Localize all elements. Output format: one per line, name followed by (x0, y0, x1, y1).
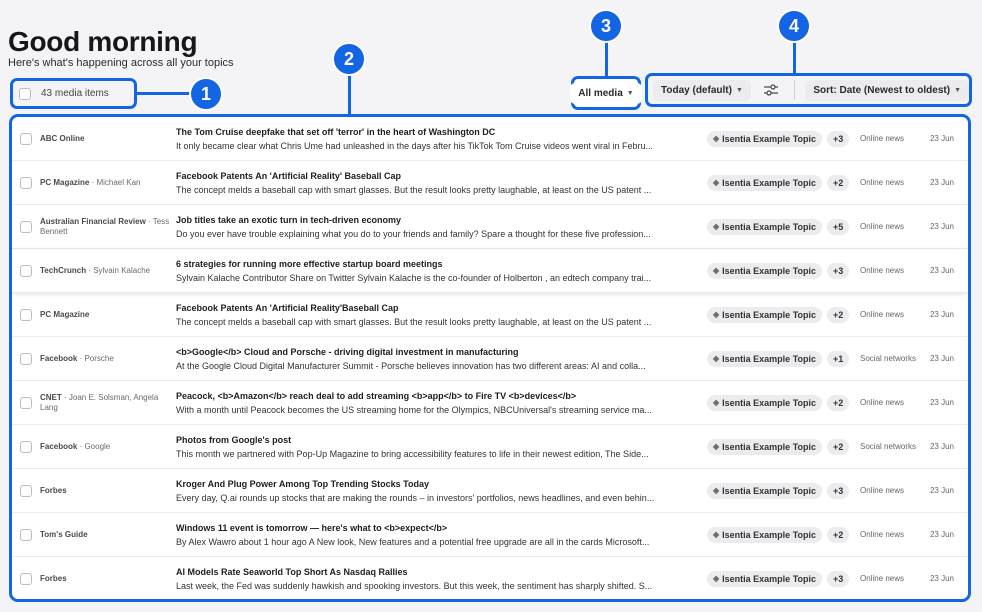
topic-label: Isentia Example Topic (722, 353, 817, 364)
item-source (40, 310, 170, 320)
topic-layers-icon: ◈ (713, 222, 720, 231)
item-headline[interactable]: Photos from Google's post (176, 434, 292, 445)
more-topics-badge[interactable]: +1 (827, 351, 849, 367)
topic-layers-icon: ◈ (713, 442, 720, 451)
topic-layers-icon: ◈ (713, 134, 720, 143)
topic-tag[interactable] (707, 395, 822, 411)
topic-tag[interactable] (707, 571, 822, 587)
chevron-down-icon: ▼ (954, 86, 961, 94)
callout-badge-2: 2 (332, 42, 366, 76)
item-headline[interactable]: Windows 11 event is tomorrow — here's what to <b>expect</b> (176, 522, 448, 533)
item-snippet: At the Google Cloud Digital Manufacturer Summit - Porsche believes innovation has two different areas: AI and colla... (176, 360, 646, 371)
row-checkbox[interactable] (20, 353, 32, 365)
row-checkbox[interactable] (20, 133, 32, 145)
topic-tag[interactable] (707, 307, 822, 323)
source-name: Forbes (40, 485, 67, 495)
media-item-count: 43 media items (41, 88, 109, 99)
topic-tag[interactable] (707, 263, 822, 279)
topic-layers-icon: ◈ (713, 398, 720, 407)
date-filter-label: Today (default) (661, 84, 732, 96)
more-topics-badge[interactable]: +2 (827, 527, 849, 543)
select-all-checkbox[interactable] (19, 88, 31, 100)
item-content[interactable] (176, 434, 692, 460)
item-source (40, 574, 170, 584)
topic-label: Isentia Example Topic (722, 221, 817, 232)
item-headline[interactable]: Job titles take an exotic turn in tech-driven economy (176, 214, 402, 225)
media-filter-dropdown[interactable] (570, 83, 641, 104)
media-type: Online news (860, 530, 905, 539)
topic-layers-icon: ◈ (713, 574, 720, 583)
media-items-list (9, 114, 971, 602)
topic-label: Isentia Example Topic (722, 133, 817, 144)
topic-label: Isentia Example Topic (722, 265, 817, 276)
item-snippet: The concept melds a baseball cap with smart glasses. But the result looks pretty laughable, at least on the US patent ... (176, 184, 652, 195)
list-item[interactable] (12, 117, 968, 161)
item-content[interactable] (176, 346, 692, 372)
row-checkbox[interactable] (20, 529, 32, 541)
source-name: Tom's Guide (40, 529, 88, 539)
divider (794, 80, 795, 100)
topic-tag[interactable] (707, 131, 822, 147)
item-headline[interactable]: <b>Google</b> Cloud and Porsche - driving digital investment in manufacturing (176, 346, 519, 357)
item-date: 23 Jun (929, 398, 954, 407)
item-headline[interactable]: Kroger And Plug Power Among Top Trending Stocks Today (176, 478, 430, 489)
callout-badge-1: 1 (189, 77, 223, 111)
source-author: · Tess Bennett (40, 216, 170, 236)
source-name: Facebook (40, 441, 78, 451)
topic-label: Isentia Example Topic (722, 485, 817, 496)
item-content[interactable] (176, 302, 692, 328)
list-item[interactable] (12, 425, 968, 469)
row-checkbox[interactable] (20, 397, 32, 409)
item-snippet: Sylvain Kalache Contributor Share on Twitter Sylvain Kalache is the co-founder of Holberton , an edtech company trai... (176, 272, 652, 283)
source-name: TechCrunch (40, 265, 87, 275)
list-item[interactable] (12, 205, 968, 249)
item-date: 23 Jun (929, 310, 954, 319)
topic-layers-icon: ◈ (713, 354, 720, 363)
list-item[interactable] (12, 381, 968, 425)
source-author: · Porsche (77, 353, 114, 363)
more-topics-badge[interactable]: +2 (827, 307, 849, 323)
item-content[interactable] (176, 214, 692, 240)
media-type: Online news (860, 486, 905, 495)
topic-label: Isentia Example Topic (722, 309, 817, 320)
topic-layers-icon: ◈ (713, 310, 720, 319)
item-date: 23 Jun (929, 530, 954, 539)
item-date: 23 Jun (929, 354, 954, 363)
media-type: Social networks (860, 354, 917, 363)
list-item[interactable] (12, 557, 968, 601)
topic-layers-icon: ◈ (713, 530, 720, 539)
list-item[interactable] (12, 513, 968, 557)
more-topics-badge[interactable]: +2 (827, 395, 849, 411)
row-checkbox[interactable] (20, 441, 32, 453)
topic-tag[interactable] (707, 351, 822, 367)
item-snippet: Last week, the Fed was suddenly hawkish and spooking investors. But this week, the sentiment has sharply shifted. S... (176, 580, 653, 591)
media-filter-box (571, 76, 641, 110)
row-checkbox[interactable] (20, 485, 32, 497)
item-headline[interactable]: AI Models Rate Seaworld Top Short As Nasdaq Rallies (176, 566, 408, 577)
source-author: · Sylvain Kalache (86, 265, 151, 275)
media-type: Social networks (860, 442, 917, 451)
callout-badge-4: 4 (777, 9, 811, 43)
topic-tag[interactable] (707, 527, 822, 543)
list-item[interactable] (12, 249, 968, 293)
callout-leader-2 (348, 72, 351, 116)
date-filter-dropdown[interactable] (653, 80, 751, 101)
item-snippet: By Alex Wawro about 1 hour ago A New look, New features and a potential free upgrade are all in the cards Microsoft... (176, 536, 650, 547)
list-item[interactable] (12, 469, 968, 513)
item-snippet: This month we partnered with Pop-Up Magazine to bring accessibility features to life in their newest edition, The Side... (176, 448, 649, 459)
topic-layers-icon: ◈ (713, 486, 720, 495)
more-topics-badge[interactable]: +2 (827, 439, 849, 455)
item-date: 23 Jun (929, 134, 954, 143)
callout-leader-3 (605, 40, 608, 78)
item-date: 23 Jun (929, 178, 954, 187)
row-checkbox[interactable] (20, 309, 32, 321)
more-topics-badge[interactable]: +3 (827, 483, 849, 499)
filter-settings-icon[interactable] (763, 82, 780, 98)
topic-label: Isentia Example Topic (722, 573, 817, 584)
topic-layers-icon: ◈ (713, 178, 720, 187)
more-topics-badge[interactable]: +5 (827, 219, 849, 235)
item-source (40, 486, 170, 496)
item-date: 23 Jun (929, 266, 954, 275)
source-author: · Joan E. Solsman, Angela Lang (40, 392, 159, 412)
media-type: Online news (860, 178, 905, 187)
item-date: 23 Jun (929, 574, 954, 583)
row-checkbox[interactable] (20, 221, 32, 233)
media-type: Online news (860, 222, 905, 231)
more-topics-badge[interactable]: +3 (827, 571, 849, 587)
item-headline[interactable]: Facebook Patents An 'Artificial Reality' Baseball Cap (176, 170, 402, 181)
source-name: Facebook (40, 353, 78, 363)
media-type: Online news (860, 134, 905, 143)
item-source (40, 393, 170, 413)
topic-tag[interactable] (707, 439, 822, 455)
row-checkbox[interactable] (20, 573, 32, 585)
media-type: Online news (860, 266, 905, 275)
topic-tag[interactable] (707, 175, 822, 191)
list-item[interactable] (12, 337, 968, 381)
item-content[interactable] (176, 126, 692, 152)
topic-label: Isentia Example Topic (722, 441, 817, 452)
select-all-control[interactable] (10, 78, 137, 109)
list-item[interactable] (12, 161, 968, 205)
item-snippet: Do you ever have trouble explaining what you do to your friends and family? Spare a thought for these five profession... (176, 228, 651, 239)
source-author: · Michael Kan (89, 177, 141, 187)
item-source (40, 217, 170, 237)
item-content[interactable] (176, 522, 692, 548)
item-source (40, 178, 170, 188)
more-topics-badge[interactable]: +2 (827, 175, 849, 191)
item-headline[interactable]: The Tom Cruise deepfake that set off 'terror' in the heart of Washington DC (176, 126, 496, 137)
source-name: CNET (40, 392, 62, 402)
item-headline[interactable]: Facebook Patents An 'Artificial Reality'Baseball Cap (176, 302, 399, 313)
item-snippet: The concept melds a baseball cap with smart glasses. But the result looks pretty laughable, at least on the US patent ... (176, 316, 652, 327)
item-date: 23 Jun (929, 486, 954, 495)
row-checkbox[interactable] (20, 265, 32, 277)
more-topics-badge[interactable]: +3 (827, 263, 849, 279)
chevron-down-icon: ▼ (735, 86, 743, 94)
item-source (40, 442, 170, 452)
item-content[interactable] (176, 170, 692, 196)
sort-label: Sort: Date (Newest to oldest) (813, 84, 951, 96)
row-checkbox[interactable] (20, 177, 32, 189)
date-sort-controls (645, 73, 972, 107)
item-snippet: Every day, Q.ai rounds up stocks that are making the rounds – in investors' portfolios, news headlines, and even behin... (176, 492, 655, 503)
page-subtitle: Here's what's happening across all your topics (8, 57, 234, 69)
topic-tag[interactable] (707, 483, 822, 499)
item-date: 23 Jun (929, 222, 954, 231)
item-source (40, 530, 170, 540)
item-content[interactable] (176, 390, 692, 416)
list-item[interactable] (12, 293, 968, 337)
item-headline[interactable]: Peacock, <b>Amazon</b> reach deal to add streaming <b>app</b> to Fire TV <b>devices</b> (176, 390, 577, 401)
source-name: Australian Financial Review (40, 216, 146, 226)
media-filter-label: All media (578, 87, 623, 99)
source-name: Forbes (40, 573, 67, 583)
item-content[interactable] (176, 258, 692, 284)
topic-label: Isentia Example Topic (722, 397, 817, 408)
callout-leader-4 (793, 40, 796, 75)
source-name: PC Magazine (40, 177, 90, 187)
item-date: 23 Jun (929, 442, 954, 451)
more-topics-badge[interactable]: +3 (827, 131, 849, 147)
source-name: PC Magazine (40, 309, 90, 319)
source-name: ABC Online (40, 133, 85, 143)
sort-dropdown[interactable] (805, 80, 969, 101)
callout-leader-1 (137, 92, 192, 95)
item-snippet: With a month until Peacock becomes the US streaming home for the Olympics, NBCUniversal's streaming service ma... (176, 404, 652, 415)
topic-label: Isentia Example Topic (722, 529, 817, 540)
media-type: Online news (860, 574, 905, 583)
topic-tag[interactable] (707, 219, 822, 235)
item-source (40, 134, 170, 144)
media-type: Online news (860, 398, 905, 407)
media-type: Online news (860, 310, 905, 319)
callout-badge-3: 3 (589, 9, 623, 43)
item-source (40, 354, 170, 364)
source-author: · Google (77, 441, 111, 451)
item-content[interactable] (176, 478, 692, 504)
topic-layers-icon: ◈ (713, 266, 720, 275)
chevron-down-icon: ▼ (626, 89, 634, 97)
item-content[interactable] (176, 566, 692, 592)
item-headline[interactable]: 6 strategies for running more effective startup board meetings (176, 258, 443, 269)
topic-label: Isentia Example Topic (722, 177, 817, 188)
item-snippet: It only became clear what Chris Ume had unleashed in the days after his TikTok Tom Cruise videos went viral in Febru... (176, 140, 654, 151)
page-title: Good morning (8, 26, 198, 57)
item-source (40, 266, 170, 276)
